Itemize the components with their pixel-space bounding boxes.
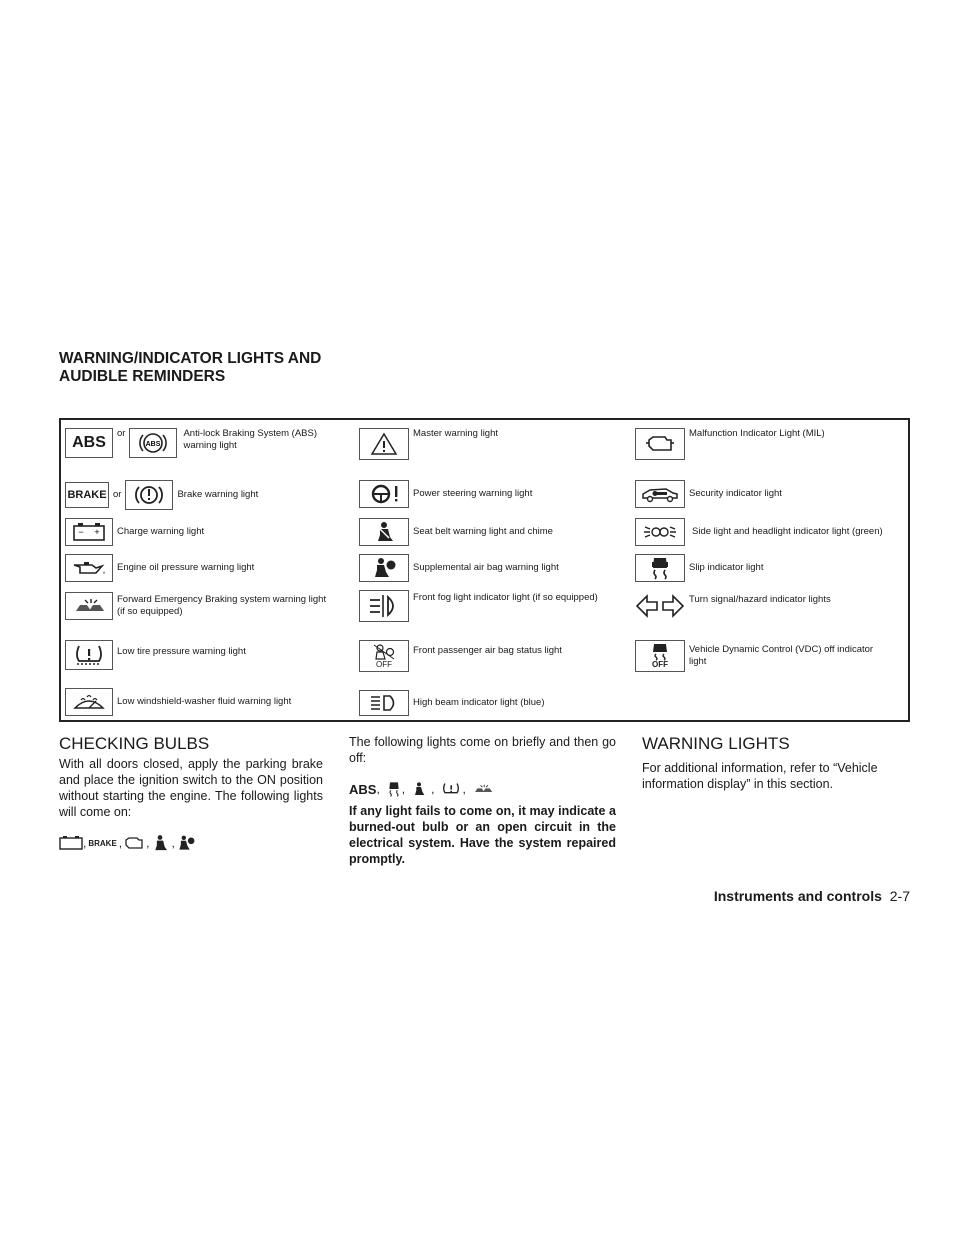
label-turn-signal: Turn signal/hazard indicator lights xyxy=(689,594,831,605)
sep: , xyxy=(83,836,87,850)
section-title xyxy=(59,350,321,386)
tire-pressure-icon xyxy=(440,781,462,797)
footer-section: Instruments and controls xyxy=(713,888,882,904)
item-abs xyxy=(65,428,317,458)
section-title-line2: AUDIBLE REMINDERS xyxy=(59,368,226,385)
brief-lights-paragraph: The following lights come on briefly and then go off: xyxy=(349,735,616,765)
label-mil: Malfunction Indicator Light (MIL) xyxy=(689,428,825,439)
brake-text: BRAKE xyxy=(67,489,107,501)
label-feb-1: Forward Emergency Braking system warning light xyxy=(117,594,327,605)
section-title-line1: WARNING/INDICATOR LIGHTS AND xyxy=(59,350,322,367)
airbag-icon xyxy=(175,833,197,853)
engine-icon xyxy=(635,428,685,460)
label-slip: Slip indicator light xyxy=(689,562,764,573)
indicator-lights-panel xyxy=(59,418,910,722)
seatbelt-icon xyxy=(149,833,171,853)
passenger-airbag-off-icon xyxy=(359,640,409,672)
battery-plus: + xyxy=(94,527,100,537)
or-text-2: or xyxy=(113,489,122,500)
battery-icon xyxy=(65,518,113,546)
turn-signal-icon xyxy=(635,590,685,622)
item-security xyxy=(635,480,782,508)
feb-icon xyxy=(472,781,494,797)
label-airbag: Supplemental air bag warning light xyxy=(413,562,559,573)
or-text: or xyxy=(117,428,126,439)
label-high-beam: High beam indicator light (blue) xyxy=(413,697,545,708)
item-vdc xyxy=(635,640,873,672)
fog-light-icon xyxy=(359,590,409,622)
side-light-icon xyxy=(635,518,685,546)
sep: , xyxy=(171,836,175,850)
checking-bulbs-heading: CHECKING BULBS xyxy=(59,734,210,753)
item-slip xyxy=(635,554,763,582)
steering-icon xyxy=(359,480,409,508)
abs-circle-icon xyxy=(129,428,177,458)
washer-icon xyxy=(65,688,113,716)
abs-icon xyxy=(65,428,113,458)
label-seatbelt: Seat belt warning light and chime xyxy=(413,526,553,537)
label-oil: Engine oil pressure warning light xyxy=(117,562,255,573)
item-steering xyxy=(359,480,532,508)
vdc-off-text: OFF xyxy=(652,660,668,669)
label-brake: Brake warning light xyxy=(177,489,259,500)
item-turn-signal xyxy=(635,590,831,622)
abs-icon: ABS xyxy=(349,781,377,797)
initial-lights-row xyxy=(59,833,197,853)
item-master xyxy=(359,428,498,460)
bulb-warning-paragraph: If any light fails to come on, it may indicate a burned-out bulb or an open circuit in the electrical system. Have the system repaired promptly. xyxy=(349,804,616,866)
seatbelt-icon xyxy=(359,518,409,546)
label-vdc-2: light xyxy=(689,656,707,667)
item-airbag xyxy=(359,554,559,582)
page-footer xyxy=(714,888,910,904)
engine-icon xyxy=(122,835,146,851)
item-tire xyxy=(65,640,246,670)
item-high-beam xyxy=(359,690,544,716)
sep: , xyxy=(462,782,466,796)
label-abs-1: Anti-lock Braking System (ABS) xyxy=(183,428,318,439)
item-washer xyxy=(65,688,291,716)
vdc-off-icon xyxy=(635,640,685,672)
item-feb xyxy=(65,592,326,620)
battery-minus: − xyxy=(78,527,84,537)
sep: , xyxy=(118,836,123,850)
warning-lights-heading: WARNING LIGHTS xyxy=(642,734,790,753)
abs-text: ABS xyxy=(72,434,106,451)
passenger-off-text: OFF xyxy=(376,660,392,669)
label-washer: Low windshield-washer fluid warning light xyxy=(117,696,292,707)
label-security: Security indicator light xyxy=(689,488,782,499)
svg-text:ABS: ABS xyxy=(146,441,161,448)
warning-lights-paragraph: For additional information, refer to “Vehicle information display” in this section. xyxy=(642,761,878,791)
slip-icon xyxy=(386,780,402,798)
label-vdc-1: Vehicle Dynamic Control (VDC) off indicator xyxy=(689,644,874,655)
brake-icon xyxy=(65,482,109,508)
sep: , xyxy=(376,782,380,796)
feb-icon xyxy=(65,592,113,620)
item-charge xyxy=(65,518,204,546)
passenger-airbag-off-icon xyxy=(411,780,431,798)
label-passenger-airbag: Front passenger air bag status light xyxy=(413,645,562,656)
sep: , xyxy=(401,782,406,796)
oil-can-icon xyxy=(65,554,113,582)
item-brake xyxy=(65,480,258,510)
slip-icon xyxy=(635,554,685,582)
label-charge: Charge warning light xyxy=(117,526,205,537)
item-passenger-airbag xyxy=(359,640,562,672)
brief-lights-row xyxy=(349,780,494,798)
airbag-icon xyxy=(359,554,409,582)
item-seatbelt xyxy=(359,518,553,546)
battery-icon xyxy=(59,835,83,851)
label-tire: Low tire pressure warning light xyxy=(117,646,246,657)
security-car-icon xyxy=(635,480,685,508)
label-master: Master warning light xyxy=(413,428,499,439)
tire-pressure-icon xyxy=(65,640,113,670)
label-fog: Front fog light indicator light (if so equipped) xyxy=(413,592,598,603)
label-side-light: Side light and headlight indicator light (green) xyxy=(692,526,883,537)
sep: , xyxy=(431,782,435,796)
brake-icon: BRAKE xyxy=(88,838,117,848)
brake-circle-icon xyxy=(125,480,173,510)
triangle-warning-icon xyxy=(359,428,409,460)
item-fog xyxy=(359,590,598,622)
label-steering: Power steering warning light xyxy=(413,488,533,499)
sep: , xyxy=(146,836,150,850)
label-feb-2: (if so equipped) xyxy=(117,606,183,617)
item-oil xyxy=(65,554,254,582)
high-beam-icon xyxy=(359,690,409,716)
page-number: 2-7 xyxy=(889,888,910,904)
item-side-light xyxy=(635,518,883,546)
label-abs-2: warning light xyxy=(183,440,237,451)
checking-bulbs-paragraph: With all doors closed, apply the parking brake and place the ignition switch to the ON position without starting the engine. The following lights will come on: xyxy=(59,757,323,819)
item-mil xyxy=(635,428,825,460)
